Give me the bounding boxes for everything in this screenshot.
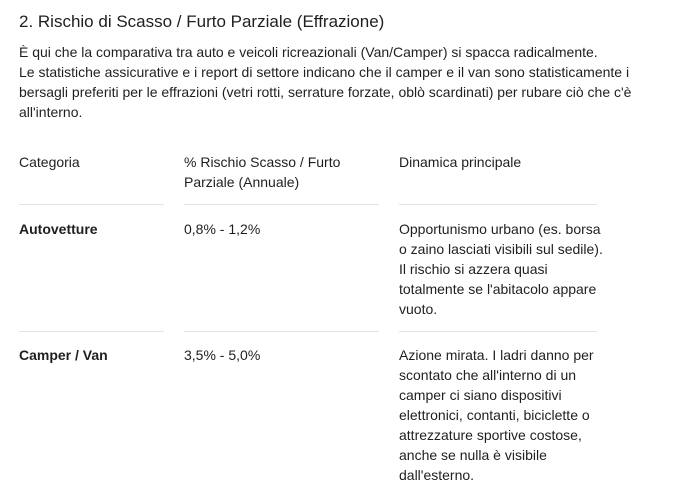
table-row-dynamics: Azione mirata. I ladri danno per scontato che all'interno di un camper ci siano dispositivi elettronici, contanti, biciclette o attrezzature sportive costose, anche se nulla è visibile dall'esterno.	[399, 347, 594, 483]
row-divider	[19, 331, 164, 332]
intro-line-2: Le statistiche assicurative e i report di settore indicano che il camper e il van sono statisticamente i bersagli preferiti per le effrazioni (vetri rotti, serrature forzate, oblò scardinati) per rubare ciò che c'è all'interno.	[19, 64, 632, 120]
table-row-risk: 3,5% - 5,0%	[184, 347, 261, 363]
table-row-category: Camper / Van	[19, 347, 108, 363]
table-header-dynamics: Dinamica principale	[399, 154, 522, 170]
table-header-category: Categoria	[19, 154, 80, 170]
section-heading: 2. Rischio di Scasso / Furto Parziale (Effrazione)	[19, 12, 385, 31]
row-divider	[19, 204, 164, 205]
intro-paragraph	[19, 42, 669, 122]
row-divider	[184, 331, 379, 332]
table-row-category: Autovetture	[19, 221, 98, 237]
row-divider	[399, 331, 597, 332]
row-divider	[399, 204, 597, 205]
table-row-dynamics: Opportunismo urbano (es. borsa o zaino lasciati visibili sul sedile). Il rischio si azzera quasi totalmente se l'abitacolo appare vuoto.	[399, 221, 603, 317]
table-header-risk: % Rischio Scasso / Furto Parziale (Annuale)	[184, 154, 341, 190]
table-row-risk: 0,8% - 1,2%	[184, 221, 261, 237]
intro-line-1: È qui che la comparativa tra auto e veicoli ricreazionali (Van/Camper) si spacca radicalmente.	[19, 44, 598, 60]
row-divider	[184, 204, 379, 205]
